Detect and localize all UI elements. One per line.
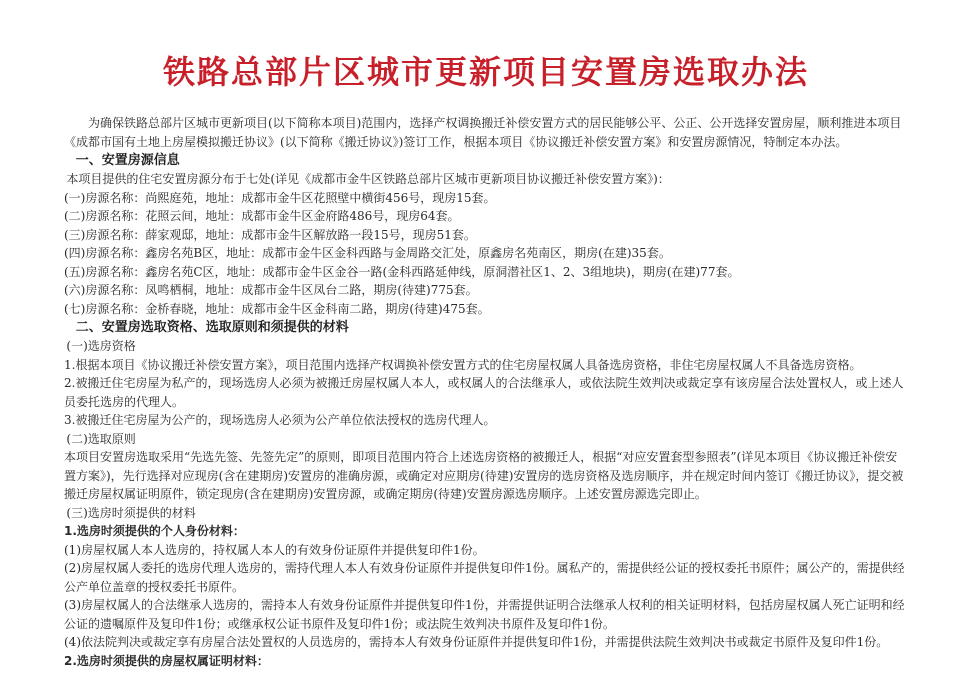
housing-item-7: (七)房源名称：金桥春晓，地址：成都市金牛区金科南二路，期房(待建)475套。: [64, 301, 490, 316]
eligibility-paragraph-2: 2.被搬迁住宅房屋为私产的，现场选房人必须为被搬迁房屋权属人本人，或权属人的合法继承人，或依法院生效判决或裁定享有该房屋合法处置权人，或上述人员委托选房的代理人。: [64, 376, 904, 409]
materials-paragraph-4: (4)依法院判决或裁定享有房屋合法处置权的人员选房的，需持本人有效身份证原件并提供复印件1份，并需提供法院生效判决书或裁定书原件及复印件1份。: [64, 635, 889, 649]
principle-paragraph: 本项目安置房选取采用“先选先签、先签先定”的原则，即项目范围内符合上述选房资格的被搬迁人，根据“对应安置套型参照表”(详见本项目《协议搬迁补偿安置方案》)，先行选择对应现房(含在建期房)安置房的准确房源，或确定对应期房(待建)安置房的选房资格及选房顺序，并在规定时间内签订《搬迁协议》，提交被搬迁房屋权属证明原件，锁定现房(含在建期房)安置房源，或确定期房(待建)安置房源选房顺序。上述安置房源选完即止。: [64, 450, 904, 501]
materials-identity-heading: 1.选房时须提供的个人身份材料：: [64, 524, 245, 538]
subsection-principle-title: (二)选取原则: [66, 431, 136, 446]
housing-item-3: (三)房源名称：薛家观邸，地址：成都市金牛区解放路一段15号，现房51套。: [64, 227, 476, 242]
intro-paragraph: 为确保铁路总部片区城市更新项目(以下简称本项目)范围内，选择产权调换搬迁补偿安置方式的居民能够公平、公正、公开选择安置房屋，顺利推进本项目《成都市国有土地上房屋模拟搬迁协议》(以下简称《搬迁协议》)签订工作，根据本项目《协议搬迁补偿安置方案》和安置房源情况，特制定本办法。: [64, 116, 902, 149]
section-2-heading: 二、安置房选取资格、选取原则和须提供的材料: [75, 320, 349, 335]
materials-paragraph-2: (2)房屋权属人委托的选房代理人选房的，需持代理人本人有效身份证原件并提供复印件1份。属私产的，需提供经公证的授权委托书原件；属公产的，需提供经公产单位盖章的授权委托书原件。: [64, 561, 905, 594]
document-title: 铁路总部片区城市更新项目安置房选取办法: [162, 53, 809, 91]
section-1-heading: 一、安置房源信息: [75, 153, 180, 168]
eligibility-paragraph-3: 3.被搬迁住宅房屋为公产的，现场选房人必须为公产单位依法授权的选房代理人。: [64, 413, 496, 427]
subsection-eligibility-title: (一)选房资格: [66, 339, 136, 353]
housing-item-1: (一)房源名称：尚熙庭苑，地址：成都市金牛区花照壁中横街456号，现房15套。: [64, 190, 496, 205]
housing-item-6: (六)房源名称：凤鸣栖桐，地址：成都市金牛区凤台二路，期房(待建)775套。: [64, 283, 478, 297]
materials-ownership-heading: 2.选房时须提供的房屋权属证明材料：: [64, 653, 269, 668]
subsection-materials-title: (三)选房时须提供的材料: [66, 505, 196, 520]
section-1-lead: 本项目提供的住宅安置房源分布于七处(详见《成都市金牛区铁路总部片区城市更新项目协议搬迁补偿安置方案》)：: [66, 172, 670, 186]
housing-item-4: (四)房源名称：鑫房名苑B区，地址：成都市金牛区金科西路与金周路交汇处，原鑫房名苑南区，期房(在建)35套。: [64, 246, 671, 260]
eligibility-paragraph-1: 1.根据本项目《协议搬迁补偿安置方案》，项目范围内选择产权调换补偿安置方式的住宅房屋权属人具备选房资格，非住宅房屋权属人不具备选房资格。: [64, 357, 862, 372]
housing-item-2: (二)房源名称：花照云间，地址：成都市金牛区金府路486号，现房64套。: [64, 209, 460, 223]
materials-paragraph-3: (3)房屋权属人的合法继承人选房的，需持本人有效身份证原件并提供复印件1份，并需提供证明合法继承人权利的相关证明材料，包括房屋权属人死亡证明和经公证的遗嘱原件及复印件1份；或继承权公证书原件及复印件1份；或法院生效判决书原件及复印件1份。: [64, 598, 905, 631]
materials-paragraph-1: (1)房屋权属人本人选房的，持权属人本人的有效身份证原件并提供复印件1份。: [64, 542, 485, 557]
document-body: [64, 114, 908, 670]
housing-item-5: (五)房源名称：鑫房名苑C区，地址：成都市金牛区金谷一路(金科西路延伸线，原洞潜社区1、2、3组地块)，期房(在建)77套。: [64, 264, 740, 279]
